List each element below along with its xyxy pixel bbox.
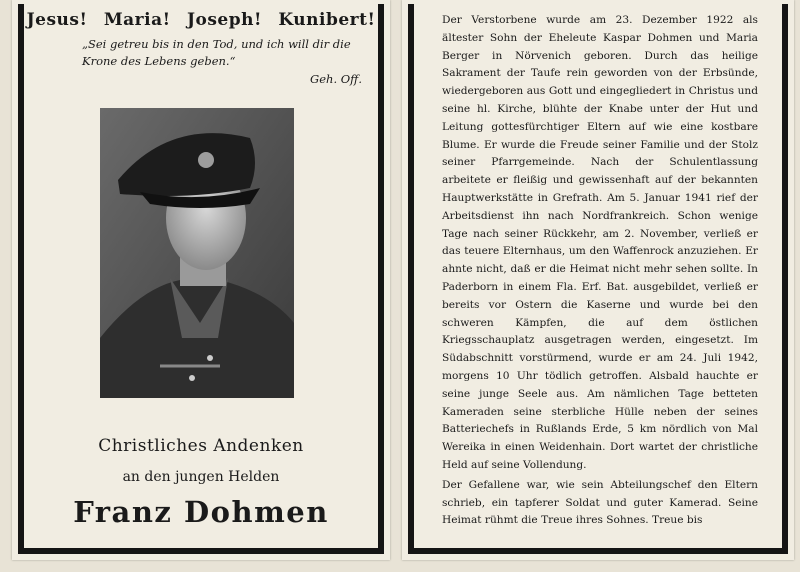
verse-source: Geh. Off. [310,72,362,86]
biography-paragraph: Der Gefallene war, wie sein Abteilungschef den Eltern schrieb, ein tapferer Soldat und guter Kamerad. Seine Heimat rühmt die Treue ihres Sohnes. Treue bis [442,478,758,527]
soldier-portrait-photo [100,108,294,398]
memorial-title: Christliches Andenken [98,436,304,456]
biography-text [442,12,758,530]
deceased-name: Franz Dohmen [73,495,329,529]
invocation-heading: Jesus! Maria! Joseph! Kunibert! [26,10,376,30]
memorial-card-back [402,0,794,560]
memorial-card-front [12,0,390,560]
biography-paragraph: Der Verstorbene wurde am 23. Dezember 1922 als ältester Sohn der Eheleute Kaspar Dohmen und Maria Berger in Nörvenich geboren. Durch das heilige Sakrament der Taufe rein geworden von der Erbsünde, wiedergeboren aus Gott und eingegliedert in Christus und seine hl. Kirche, blühte der Knabe unter der Hut und Leitung gottesfürchtiger Eltern auf wie eine kostbare Blume. Er wurde die Freude seiner Familie und der Stolz seiner Pfarrgemeinde. Nach der Schulentlassung arbeitete er fleißig und gewissenhaft auf der bekannten Hauptwerkstätte in Grefrath. Am 5. Januar 1941 rief der Arbeitsdienst ihn nach Nordfrankreich. Schon wenige Tage nach seiner Rückkehr, am 2. November, verließ er das teuere Elternhaus, um den Waffenrock anzuziehen. Er ahnte nicht, daß er die Heimat nicht mehr sehen sollte. In Paderborn in einem Fla. Erf. Bat. ausgebildet, verließ er bereits vor Ostern die Kaserne und wurde bei den schweren Kämpfen, die auf dem östlichen Kriegsschauplatz ausgetragen werden, eingesetzt. Im Südabschnitt vorstürmend, wurde er am 24. Juli 1942, morgens 10 Uhr tödlich getroffen. Alsbald hauchte er seine junge Seele aus. Am nämlichen Tage betteten Kameraden seine sterbliche Hülle neben der seines Batteriechefs in Rußlands Erde, 5 km nördlich von Mal Wereika in einen Weidenhain. Dort wartet der christliche Held auf seine Vollendung. [442,14,758,471]
bible-verse: „Sei getreu bis in den Tod, und ich will dir die Krone des Lebens geben.“ [82,37,351,68]
memorial-subtitle: an den jungen Helden [122,469,280,485]
